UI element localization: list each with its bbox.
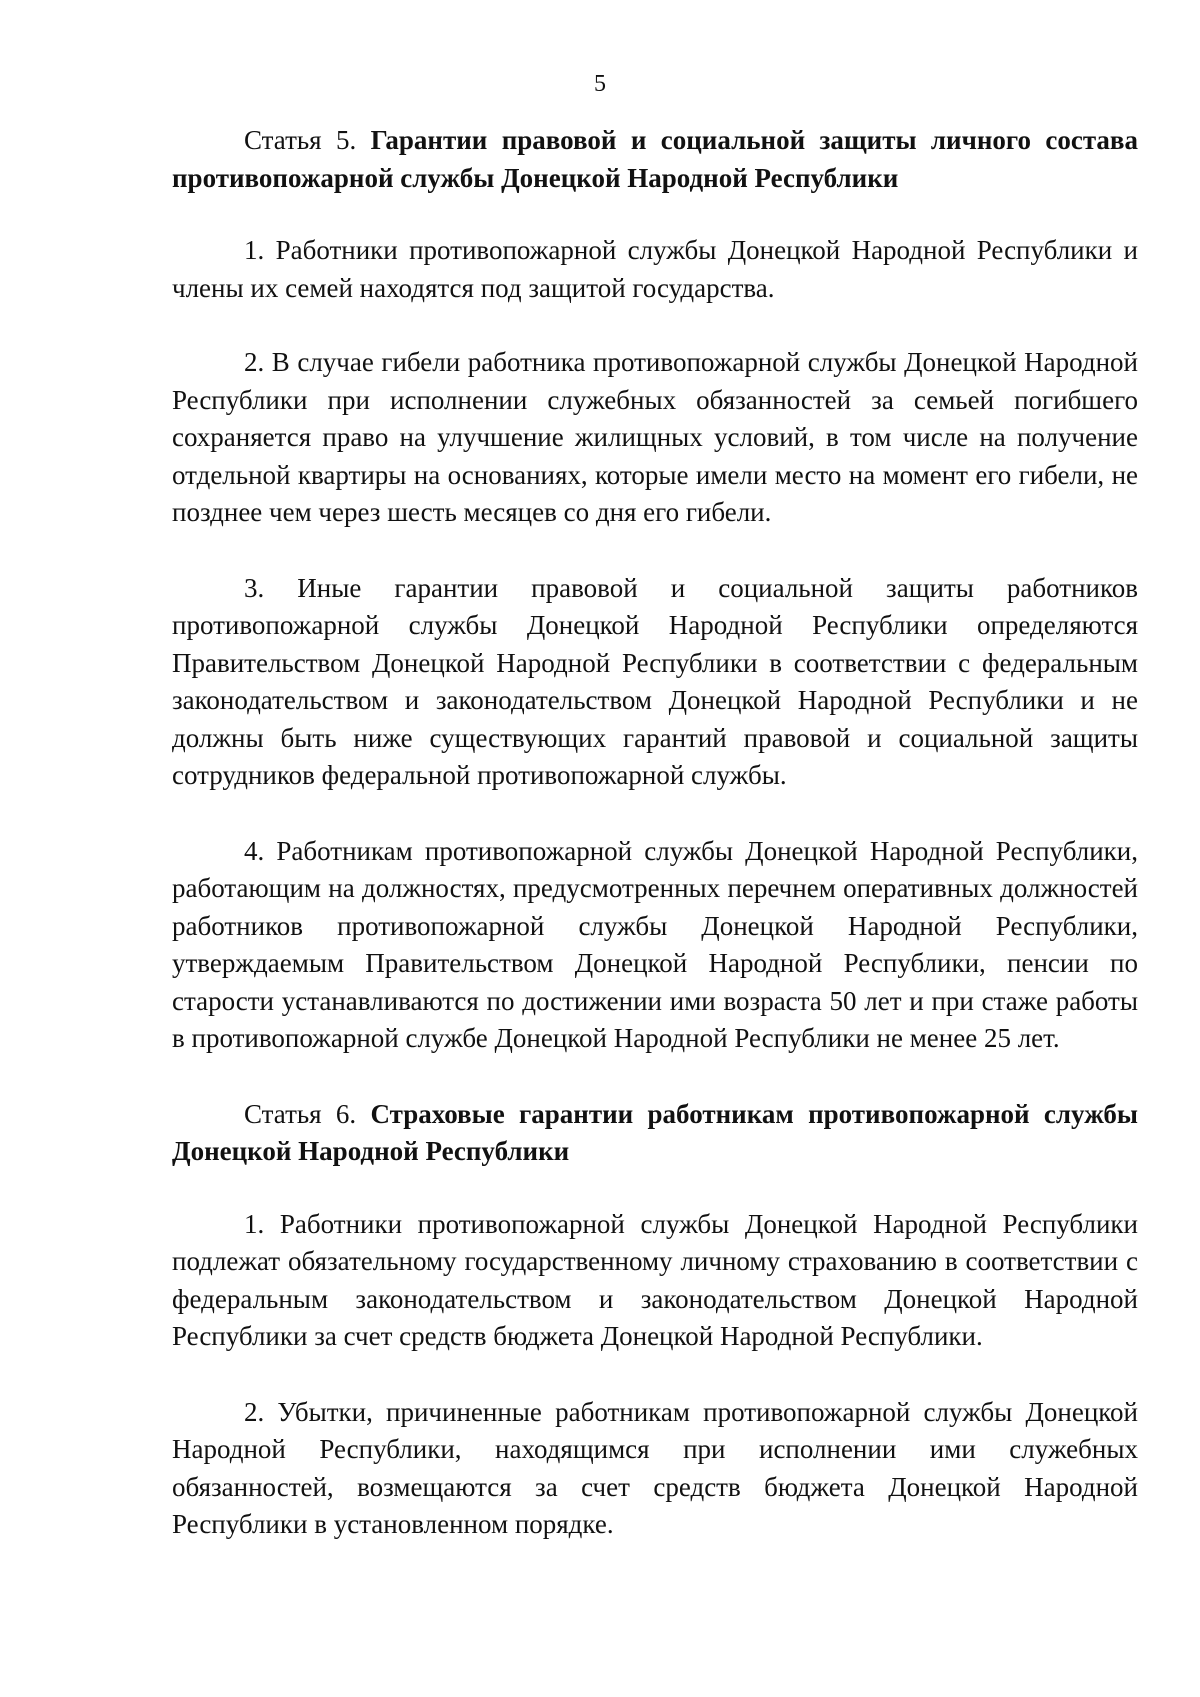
article-6-item-2: 2. Убытки, причиненные работникам противопожарной службы Донецкой Народной Республики, находящимся при исполнении ими служебных обязанностей, возмещаются за счет средств бюджета Донецкой Народной Республики в установленном порядке. — [172, 1396, 1138, 1539]
article-6-title: Страховые гарантии работникам противопожарной службы Донецкой Народной Республики — [172, 1098, 1138, 1166]
article-6-label: Статья 6. — [244, 1098, 357, 1129]
article-5-item-3: 3. Иные гарантии правовой и социальной защиты работников противопожарной службы Донецкой Народной Республики определяются Правительством Донецкой Народной Республики в соответствии с федеральным законодательством и законодательством Донецкой Народной Республики и не должны быть ниже существующих гарантий правовой и социальной защиты сотрудников федеральной противопожарной службы. — [172, 572, 1138, 790]
document-body — [172, 122, 1138, 1544]
article-5-label: Статья 5. — [244, 125, 357, 155]
article-5-item-2: 2. В случае гибели работника противопожарной службы Донецкой Народной Республики при исполнении служебных обязанностей за семьей погибшего сохраняется право на улучшение жилищных условий, в том числе на получение отдельной квартиры на основаниях, которые имели место на момент его гибели, не позднее чем через шесть месяцев со дня его гибели. — [172, 347, 1138, 527]
article-5-heading — [172, 122, 1138, 197]
article-5-title: Гарантии правовой и социальной защиты личного состава противопожарной службы Донецкой Народной Республики — [172, 125, 1138, 193]
article-5-item-1: 1. Работники противопожарной службы Донецкой Народной Республики и члены их семей находятся под защитой государства. — [172, 235, 1138, 303]
page-number: 5 — [594, 71, 606, 97]
article-6-heading — [172, 1096, 1138, 1171]
article-6-item-1: 1. Работники противопожарной службы Донецкой Народной Республики подлежат обязательному государственному личному страхованию в соответствии с федеральным законодательством и законодательством Донецкой Народной Республики за счет средств бюджета Донецкой Народной Республики. — [172, 1208, 1138, 1351]
article-5-item-4: 4. Работникам противопожарной службы Донецкой Народной Республики, работающим на должностях, предусмотренных перечнем оперативных должностей работников противопожарной службы Донецкой Народной Республики, утверждаемым Правительством Донецкой Народной Республики, пенсии по старости устанавливаются по достижении ими возраста 50 лет и при стаже работы в противопожарной службе Донецкой Народной Республики не менее 25 лет. — [172, 835, 1138, 1053]
